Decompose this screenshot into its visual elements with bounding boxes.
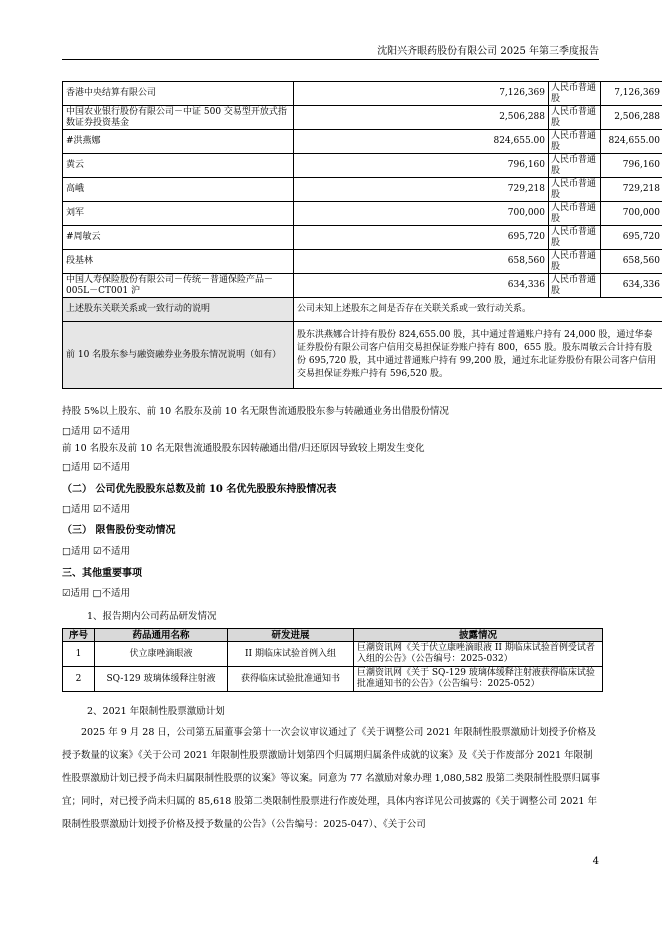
- holder-share-class: 人民币普通股: [549, 250, 601, 274]
- section-other-option: ☑适用 □不适用: [62, 588, 131, 599]
- rnd-disclosure: 巨潮资讯网《关于伏立康唑滴眼液 II 期临床试验首例受试者入组的公告》（公告编号：2025-032）: [354, 642, 603, 667]
- holder-count: 658,560: [294, 250, 549, 274]
- holder-row: [63, 274, 662, 298]
- holder-share-class: 人民币普通股: [549, 178, 601, 202]
- holder-amount: 729,218: [601, 178, 662, 202]
- holder-amount: 7,126,369: [601, 82, 662, 106]
- holder-count: 2,506,288: [294, 106, 549, 130]
- lending-option: □适用 ☑不适用: [62, 426, 131, 437]
- section-preferred-option: □适用 ☑不适用: [62, 504, 131, 515]
- holder-amount: 695,720: [601, 226, 662, 250]
- holder-name: #洪燕娜: [63, 130, 294, 154]
- holder-name: 香港中央结算有限公司: [63, 82, 294, 106]
- holder-row: [63, 178, 662, 202]
- rnd-header-row: [63, 629, 603, 642]
- holder-count: 700,000: [294, 202, 549, 226]
- holder-amount: 2,506,288: [601, 106, 662, 130]
- relation-row: [63, 298, 662, 322]
- holder-row: [63, 226, 662, 250]
- holder-amount: 700,000: [601, 202, 662, 226]
- change-option: □适用 ☑不适用: [62, 462, 131, 473]
- holder-row: [63, 130, 662, 154]
- header-rule: [62, 59, 599, 60]
- holder-count: 695,720: [294, 226, 549, 250]
- rnd-no: 1: [63, 642, 95, 667]
- holder-count: 824,655.00: [294, 130, 549, 154]
- relation-label: 上述股东关联关系或一致行动的说明: [63, 298, 294, 322]
- rnd-disclosure: 巨潮资讯网《关于 SQ-129 玻璃体缓释注射液获得临床试验批准通知书的公告》（公告编号：2025-052）: [354, 667, 603, 692]
- holder-row: [63, 202, 662, 226]
- lending-line: 持股 5%以上股东、前 10 名股东及前 10 名无限售流通股股东参与转融通业务出借股份情况: [62, 406, 449, 417]
- margin-label: 前 10 名股东参与融资融券业务股东情况说明（如有）: [63, 322, 294, 389]
- margin-text: 股东洪燕娜合计持有股份 824,655.00 股，其中通过普通账户持有 24,000 股，通过华泰证券股份有限公司客户信用交易担保证券账户持有 800，655 股。股东周敏云合计持有股份 695,720 股，其中通过普通账户持有 99,200 股，通过东北证券股份有限公司客户信用交易担保证券账户持有 596,520 股。: [294, 322, 662, 389]
- holder-row: [63, 154, 662, 178]
- holder-share-class: 人民币普通股: [549, 274, 601, 298]
- holder-share-class: 人民币普通股: [549, 82, 601, 106]
- section-restricted-option: □适用 ☑不适用: [62, 546, 131, 557]
- holder-name: 黄云: [63, 154, 294, 178]
- rnd-row: [63, 667, 603, 692]
- report-header: 沈阳兴齐眼药股份有限公司 2025 年第三季度报告: [377, 46, 599, 57]
- holder-name: 高峨: [63, 178, 294, 202]
- rnd-progress: II 期临床试验首例入组: [228, 642, 354, 667]
- holder-count: 729,218: [294, 178, 549, 202]
- holder-share-class: 人民币普通股: [549, 226, 601, 250]
- holder-row: [63, 250, 662, 274]
- rnd-header-no: 序号: [63, 629, 95, 642]
- holder-amount: 634,336: [601, 274, 662, 298]
- margin-row: [63, 322, 662, 389]
- holder-count: 634,336: [294, 274, 549, 298]
- item2-title: 2、2021 年限制性股票激励计划: [87, 706, 225, 717]
- holder-name: 中国农业银行股份有限公司－中证 500 交易型开放式指数证券投资基金: [63, 106, 294, 130]
- holder-amount: 796,160: [601, 154, 662, 178]
- rnd-header-progress: 研发进展: [228, 629, 354, 642]
- change-line: 前 10 名股东及前 10 名无限售流通股股东因转融通出借/归还原因导致较上期发生变化: [62, 443, 425, 454]
- holder-count: 7,126,369: [294, 82, 549, 106]
- rnd-progress: 获得临床试验批准通知书: [228, 667, 354, 692]
- holder-name: 刘军: [63, 202, 294, 226]
- item1-title: 1、报告期内公司药品研发情况: [87, 611, 217, 622]
- section-other-title: 三、其他重要事项: [62, 568, 142, 579]
- holder-name: #周敏云: [63, 226, 294, 250]
- rnd-name: 伏立康唑滴眼液: [95, 642, 228, 667]
- rnd-table: [62, 628, 603, 692]
- relation-text: 公司未知上述股东之间是否存在关联关系或一致行动关系。: [294, 298, 662, 322]
- holder-share-class: 人民币普通股: [549, 202, 601, 226]
- section-restricted-title: （三） 限售股份变动情况: [62, 525, 176, 536]
- holder-row: [63, 82, 662, 106]
- section-preferred-title: （二） 公司优先股股东总数及前 10 名优先股股东持股情况表: [62, 484, 337, 495]
- holder-count: 796,160: [294, 154, 549, 178]
- incentive-paragraph: 2025 年 9 月 28 日，公司第五届董事会第十一次会议审议通过了《关于调整公司 2021 年限制性股票激励计划授予价格及授予数量的议案》《关于公司 2021 年限制性股票激励计划第四个归属期归属条件成就的议案》及《关于作废部分 2021 年限制性股票激励计划已授予尚未归属限制性股票的议案》等议案。同意为 77 名激励对象办理 1,080,582 股第二类限制性股票归属事宜；同时，对已授予尚未归属的 85,618 股第二类限制性股票进行作废处理，具体内容详见公司披露的《关于调整公司 2021 年限制性股票激励计划授予价格及授予数量的公告》（公告编号：2025-047）、《关于公司: [62, 727, 601, 830]
- holder-share-class: 人民币普通股: [549, 154, 601, 178]
- holder-name: 中国人寿保险股份有限公司－传统－普通保险产品－005L－CT001 沪: [63, 274, 294, 298]
- holder-share-class: 人民币普通股: [549, 130, 601, 154]
- top-holders-table: [62, 81, 662, 389]
- rnd-header-disclosure: 披露情况: [354, 629, 603, 642]
- holders-body: [63, 82, 662, 389]
- page-number: 4: [592, 856, 599, 867]
- rnd-header-name: 药品通用名称: [95, 629, 228, 642]
- holder-amount: 824,655.00: [601, 130, 662, 154]
- rnd-row: [63, 642, 603, 667]
- rnd-no: 2: [63, 667, 95, 692]
- holder-share-class: 人民币普通股: [549, 106, 601, 130]
- rnd-name: SQ-129 玻璃体缓释注射液: [95, 667, 228, 692]
- holder-amount: 658,560: [601, 250, 662, 274]
- holder-name: 段基林: [63, 250, 294, 274]
- holder-row: [63, 106, 662, 130]
